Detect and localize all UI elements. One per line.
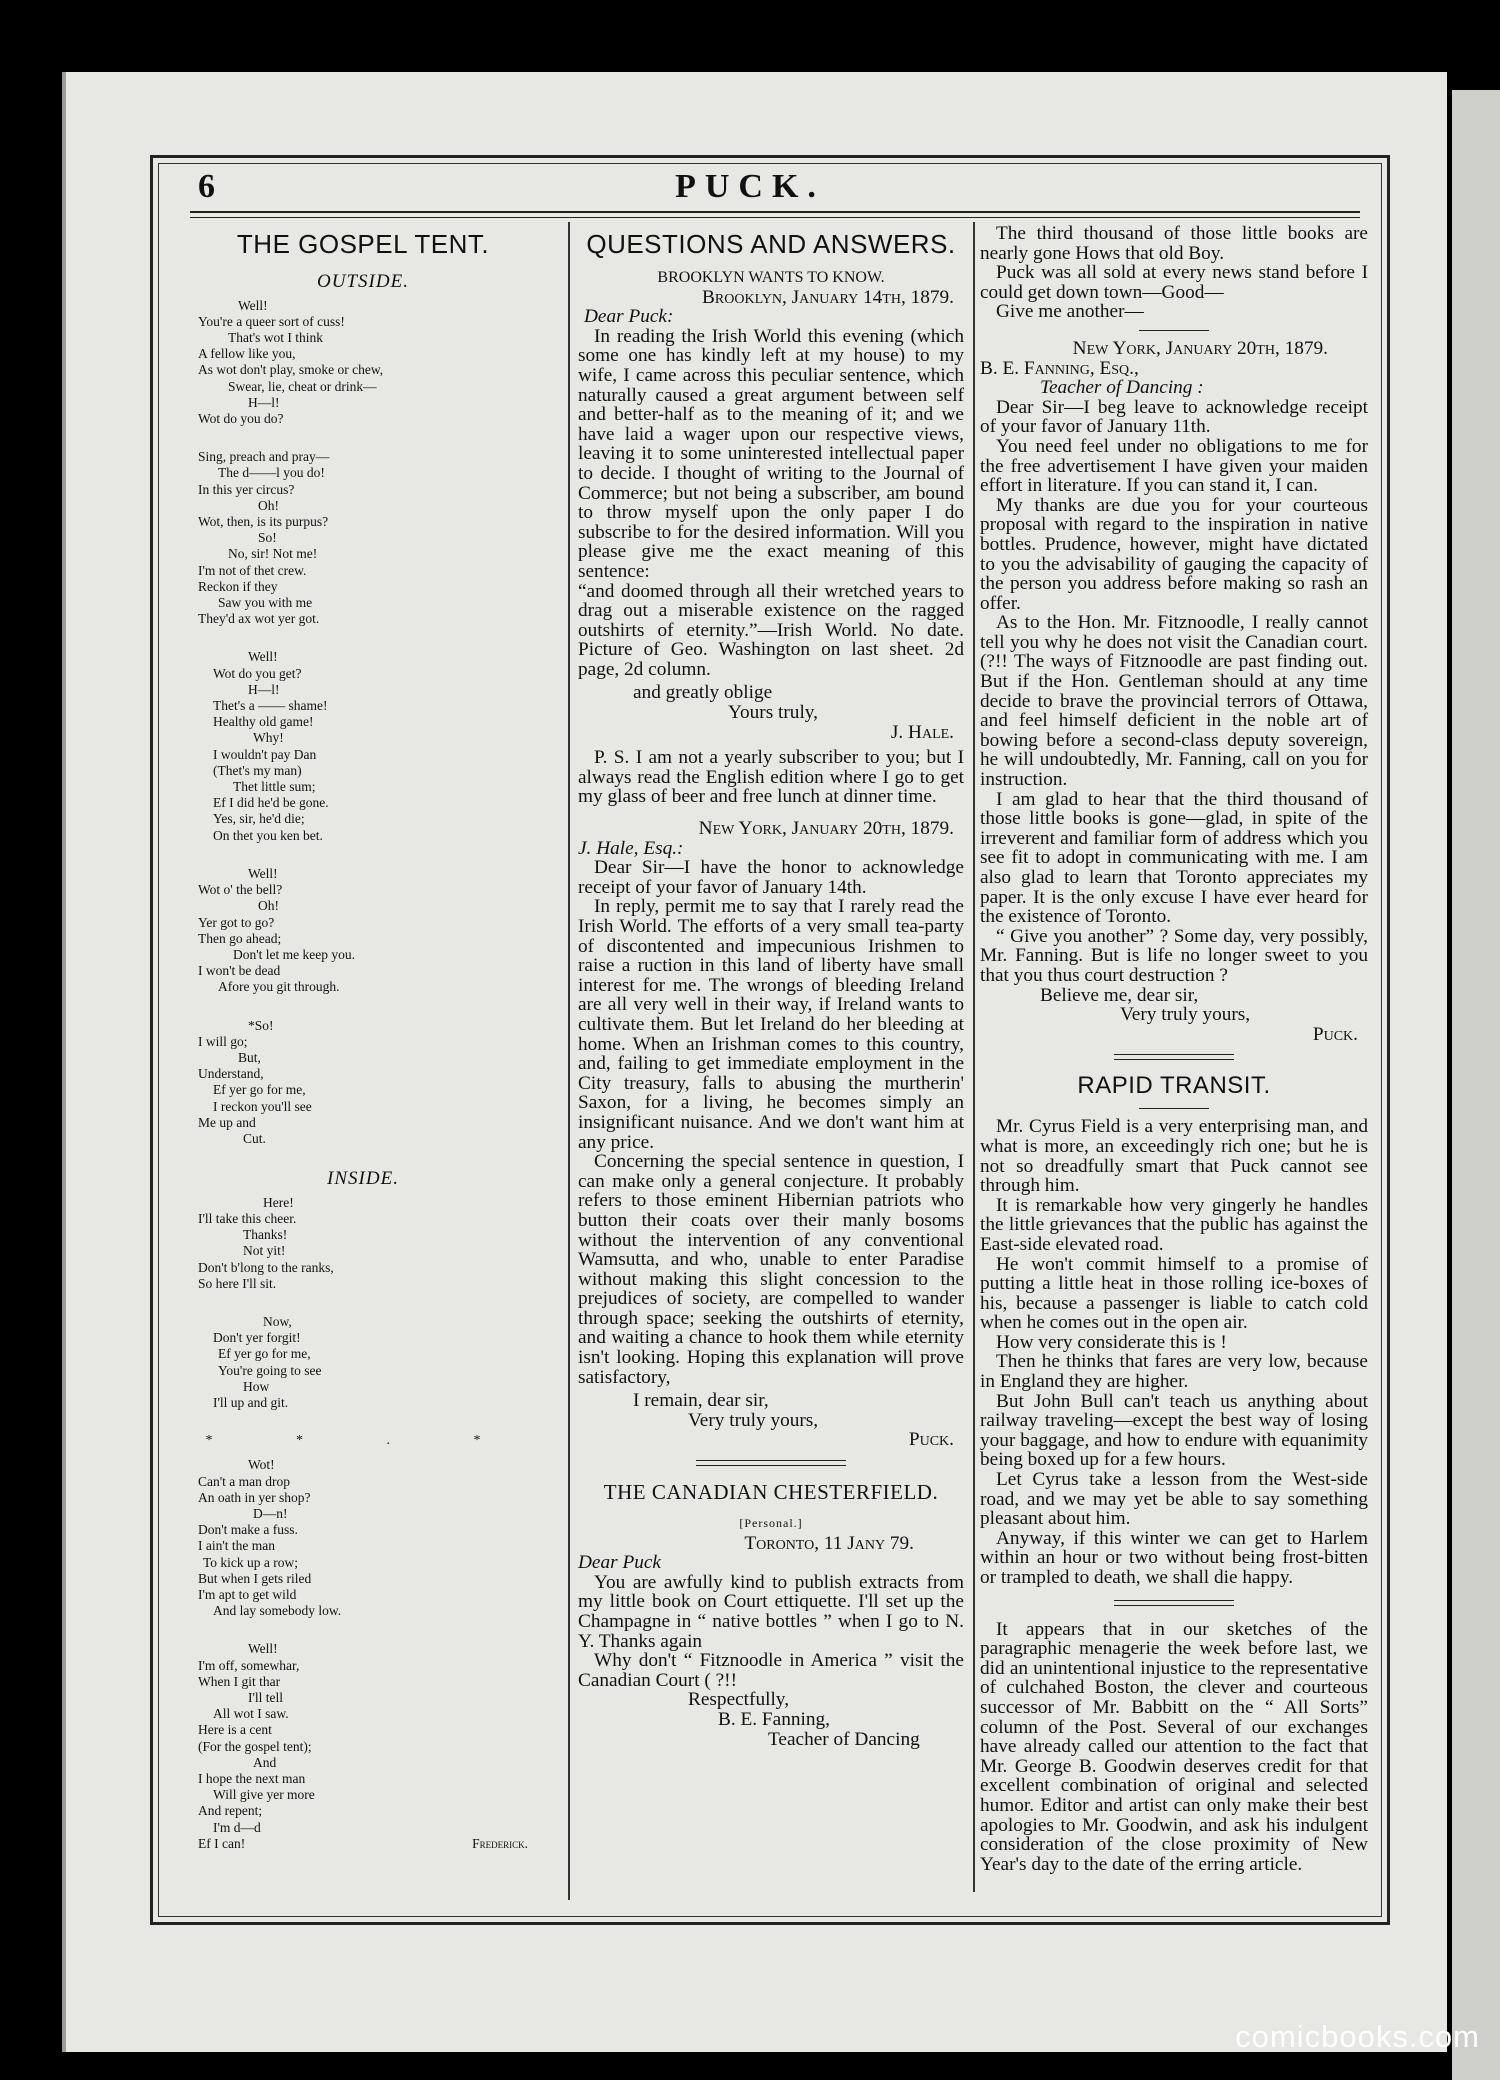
verse-line: I reckon you'll see [213, 1098, 312, 1114]
stanza [198, 1641, 528, 1835]
letter-paragraph: Puck was all sold at every news stand before I could get down town—Good— [980, 262, 1368, 303]
header-rule [190, 211, 1360, 218]
verse-line: Wot, then, is its purpus? [198, 514, 329, 530]
verse-line: But when I gets riled [198, 1570, 312, 1586]
verse-line: Not yit! [243, 1243, 286, 1259]
page-number: 6 [198, 168, 215, 205]
section-label-inside: INSIDE. [327, 1168, 399, 1190]
reply-yours: Very truly yours, [688, 1409, 819, 1431]
stanza [198, 649, 528, 843]
column-correspondence [980, 224, 1368, 1874]
verse-line: Well! [238, 297, 268, 313]
reply-paragraph: Concerning the special sentence in question, I can make only a general conjecture. It probably refers to those eminent Hibernian patriots who button their coats over their manly bosoms without the intervention of any conventional Wamsutta, and who, unable to enter Paradise without making this slight concession to the prejudices of society, are compelled to wander through space; seeking the outshirts of eternity, and waiting a chance to hook them while eternity isn't looking. Hoping this explanation will prove satisfactory, [578, 1151, 964, 1388]
section-divider [1114, 1600, 1234, 1606]
verse-line: D—n! [253, 1505, 288, 1521]
verse-line: A fellow like you, [198, 346, 296, 362]
verse-line: In this yer circus? [198, 481, 295, 497]
verse-line: Thanks! [243, 1227, 288, 1243]
verse-line: (For the gospel tent); [198, 1738, 312, 1754]
article-paragraph: But John Bull can't teach us anything about railway traveling—except the best way of losing your baggage, and how to endure with equanimity being boxed up for a few hours. [980, 1390, 1368, 1471]
verse-line: I'll take this cheer. [198, 1210, 297, 1226]
divider [1139, 330, 1209, 331]
verse-line: Wot do you get? [213, 665, 302, 681]
verse-line: Sing, preach and pray— [198, 449, 330, 465]
reply-addressee: B. E. Fanning, Esq., [980, 357, 1139, 379]
verse-line: Oh! [258, 497, 279, 513]
letter-paragraph: The third thousand of those little books are nearly gone Hows that old Boy. [980, 223, 1368, 264]
verse-line: You're going to see [218, 1362, 322, 1378]
reply-paragraph: In reply, permit me to say that I rarely read the Irish World. The efforts of a very small tea-party of discontented and impecunious Irishmen to raise a ruction in this land of liberty have small interest for me. The wrongs of bleeding Ireland are all very well in their way, if Ireland wants to cultivate them. But let Ireland do her bleeding at home. When an Irishman comes to this country, and, failing to get immediate employment in the City treasury, falls to abusing the murtherin' Saxon, for a living, he becomes simply an insignificant nuisance. And we don't want him at any price. [578, 896, 964, 1153]
verse-line: That's wot I think [228, 330, 324, 345]
verse-line: So! [258, 530, 277, 546]
verse-line: Why! [253, 730, 284, 746]
letter-quote: “and doomed through all their wretched years to drag out a miserable existence on the ragged outshirts of eternity.”—Irish World. No date. Picture of Geo. Washington on last sheet. 2d page, 2d column. [578, 580, 964, 680]
verse-line: Here is a cent [198, 1722, 272, 1738]
column-questions-answers [578, 224, 964, 1749]
verse-line: On thet you ken bet. [213, 827, 323, 843]
stanza [198, 449, 528, 627]
verse-line: I ain't the man [198, 1538, 276, 1554]
verse-line: Don't b'long to the ranks, [198, 1259, 334, 1275]
verse-line: I'm off, somewhar, [198, 1657, 300, 1673]
verse-line: And [253, 1754, 277, 1770]
letter-salutation: Dear Puck: [584, 306, 674, 328]
reply-paragraph: I am glad to hear that the third thousand of those little books is gone—glad, in spite of the irreverent and familiar form of address which you see fit to adopt in communicating with me. I am also glad to learn that Toronto appreciates my paper. It is the only excuse I have ever heard for the existence of Toronto. [980, 788, 1368, 928]
reply-closing: I remain, dear sir, [633, 1390, 769, 1412]
column-gospel-tent [198, 224, 528, 1852]
letter-date: Toronto, 11 Jany 79. [744, 1532, 914, 1554]
verse-line: Now, [263, 1313, 292, 1329]
verse-line: Don't make a fuss. [198, 1522, 298, 1538]
verse-line: And repent; [198, 1803, 263, 1819]
verse-line: Don't yer forgit! [213, 1330, 301, 1346]
reply-signature: Puck. [908, 1429, 954, 1451]
letter-postscript: P. S. I am not a yearly subscriber to you; but I always read the English edition where I go to get my glass of beer and free lunch at dinner time. [578, 747, 964, 808]
letter-closing: and greatly oblige [633, 682, 773, 704]
verse-line: Wot! [248, 1457, 275, 1473]
letter-signature-role: Teacher of Dancing [768, 1728, 920, 1750]
verse-line: Understand, [198, 1066, 264, 1082]
ornament-stars: * * . * [205, 1433, 521, 1449]
verse-line: I wouldn't pay Dan [213, 746, 317, 762]
verse-line: Don't let me keep you. [233, 946, 356, 962]
letter-signature: J. Hale. [890, 721, 954, 743]
verse-line: I'm not of thet crew. [198, 562, 307, 578]
section-divider [696, 1460, 846, 1466]
verse-line: All wot I saw. [213, 1706, 289, 1722]
verse-line: So here I'll sit. [198, 1275, 277, 1291]
verse-line: Wot do you do? [198, 411, 284, 427]
article-paragraph: How very considerate this is ! [996, 1331, 1227, 1353]
divider [1139, 1108, 1209, 1109]
column-rule-2 [973, 222, 975, 1892]
verse-line: Me up and [198, 1114, 256, 1130]
article-paragraph: Let Cyrus take a lesson from the West-side road, and we may yet be able to say something pleasant about him. [980, 1469, 1368, 1530]
verse-line: Yes, sir, he'd die; [213, 811, 305, 827]
verse-line: (Thet's my man) [213, 762, 302, 778]
verse-line: Can't a man drop [198, 1473, 291, 1489]
poem-signature-line [198, 1836, 528, 1852]
poem-verse [198, 1195, 528, 1852]
stanza [198, 1457, 528, 1619]
author-signature: Frederick. [472, 1835, 528, 1851]
erratum-paragraph: It appears that in our sketches of the paragraphic menagerie the week before last, we did an unintentional injustice to the representative of culchahed Boston, the clever and courteous successor of Mr. Babbitt on the “ All Sorts” column of the Post. Several of our exchanges have already called our attention to the fact that Mr. George B. Goodwin deserves credit for that excellent combination of original and selected humor. Editor and artist can only make their best apologies to Mr. Goodwin, and ask his indulgent consideration of the close proximity of New Year's day to the date of the erring article. [980, 1618, 1368, 1875]
reply-salutation: J. Hale, Esq.: [578, 837, 684, 859]
verse-line: I'll up and git. [213, 1394, 289, 1410]
verse-line: H—l! [248, 394, 280, 410]
letter-closing: Respectfully, [688, 1689, 790, 1711]
letter-paragraph: In reading the Irish World this evening (which some one has kindly left at my house) to my wife, I came across this peculiar sentence, which naturally caused a great argument between self and better-half as to the meaning of it; and we have laid a wager upon our respective views, leaving it to some uninterested intellectual paper to decide. I thought of writing to the Journal of Commerce; but not being a subscriber, am bound to throw myself upon the only paper I do subscribe to for the desired information. Will you please give me the exact meaning of this sentence: [578, 325, 964, 582]
letter-heading: BROOKLYN WANTS TO KNOW. [657, 269, 885, 286]
reply-paragraph: Dear Sir—I beg leave to acknowledge receipt of your favor of January 11th. [980, 396, 1368, 438]
letter-paragraph: Why don't “ Fitznoodle in America ” visit the Canadian Court ( ?!! [578, 1650, 964, 1691]
article-paragraph: He won't commit himself to a promise of putting a little heat in those rolling ice-boxes of his, because a passenger is liable to catch cold when he comes out in the open air. [980, 1253, 1368, 1334]
letter-salutation: Dear Puck [578, 1552, 661, 1574]
verse-line: To kick up a row; [203, 1554, 299, 1570]
article-paragraph: Anyway, if this winter we can get to Harlem within an hour or two without being frost-bitten or trampled to death, we shall die happy. [980, 1527, 1368, 1588]
section-title: THE CANADIAN CHESTERFIELD. [603, 1480, 939, 1505]
verse-line: Thet's a —— shame! [213, 698, 328, 714]
verse-line: But, [238, 1049, 261, 1065]
verse-line: *So! [248, 1017, 274, 1033]
verse-line: I will go; [198, 1033, 248, 1049]
verse-line: Ef yer go for me, [218, 1346, 311, 1362]
verse-line: I hope the next man [198, 1771, 306, 1787]
verse-line: Well! [248, 1641, 278, 1657]
reply-paragraph: My thanks are due you for your courteous proposal with regard to the inspiration in native bottles. Prudence, however, might have dictated to you the advisability of gauging the capacity of the person you address before making so rash an offer. [980, 494, 1368, 614]
poem-last-line: Ef I can! [198, 1835, 246, 1851]
poem-title: THE GOSPEL TENT. [236, 229, 490, 259]
verse-line: You're a queer sort of cuss! [198, 313, 345, 329]
verse-line: I'm d—d [213, 1819, 261, 1835]
verse-line: When I git thar [198, 1673, 281, 1689]
verse-line: An oath in yer shop? [198, 1489, 311, 1505]
reply-paragraph: As to the Hon. Mr. Fitznoodle, I really cannot tell you why he does not visit the Canadian court. (?!! The ways of Fitznoodle are past finding out. But if the Hon. Gentleman should at any time decide to brave the provincial terrors of Ottawa, and feel himself deficient in the noble art of bowing before a second-class deputy sovereign, he will undoubtedly, Mr. Fanning, call on you for instruction. [980, 612, 1368, 791]
verse-line: I'm apt to get wild [198, 1587, 297, 1602]
article-paragraph: It is remarkable how very gingerly he handles the little grievances that the public has against the East-side elevated road. [980, 1194, 1368, 1255]
letter-date: Brooklyn, January 14th, 1879. [702, 286, 954, 308]
verse-line: Here! [263, 1194, 294, 1210]
stanza [198, 298, 528, 428]
verse-line: Well! [248, 649, 278, 665]
article-paragraph: Mr. Cyrus Field is a very enterprising man, and what is more, an exceedingly rich one; but he is not so dreadfully smart that Puck cannot see through him. [980, 1116, 1368, 1197]
verse-line: Healthy old game! [213, 714, 314, 730]
verse-line: The d——l you do! [218, 465, 325, 481]
reply-closing: Believe me, dear sir, [1040, 984, 1199, 1006]
masthead-title: PUCK. [675, 168, 825, 205]
next-page-edge [1452, 90, 1500, 2080]
verse-line: Reckon if they [198, 578, 278, 594]
verse-line: Swear, lie, cheat or drink— [228, 378, 377, 394]
section-divider [1114, 1054, 1234, 1060]
reply-date: New York, January 20th, 1879. [1072, 337, 1328, 359]
letter-paragraph: Give me another— [996, 301, 1144, 323]
stanza [198, 1195, 528, 1292]
letter-paragraph: You are awfully kind to publish extracts from my little book on Court ettiquette. I'll set up the Champagne in “ native bottles ” when I go to N. Y. Thanks again [578, 1571, 964, 1652]
personal-tag: [Personal.] [739, 1516, 803, 1531]
verse-line: Thet little sum; [233, 779, 316, 795]
verse-line: Afore you git through. [218, 979, 340, 995]
poem-verse [198, 298, 528, 1148]
column-rule-1 [568, 222, 570, 1900]
verse-line: Will give yer more [213, 1787, 315, 1803]
verse-line: Wot o' the bell? [198, 882, 283, 898]
reply-signature: Puck. [1312, 1023, 1358, 1045]
verse-line: Well! [248, 865, 278, 881]
section-title: QUESTIONS AND ANSWERS. [586, 229, 956, 259]
letter-yours: Yours truly, [728, 702, 819, 724]
verse-line: Then go ahead; [198, 930, 282, 946]
verse-line: Saw you with me [218, 595, 313, 611]
reply-yours: Very truly yours, [1120, 1004, 1251, 1026]
verse-line: H—l! [248, 681, 280, 697]
verse-line: Ef yer go for me, [213, 1082, 306, 1098]
reply-date: New York, January 20th, 1879. [698, 818, 954, 840]
reply-paragraph: “ Give you another” ? Some day, very possibly, Mr. Fanning. But is life no longer sweet to you that you thus court destruction ? [980, 925, 1368, 986]
verse-line: Cut. [243, 1130, 266, 1146]
verse-line: Ef I did he'd be gone. [213, 795, 329, 811]
verse-line: And lay somebody low. [213, 1603, 342, 1619]
section-title: RAPID TRANSIT. [1077, 1072, 1271, 1100]
verse-line: I'll tell [248, 1690, 284, 1706]
verse-line: Oh! [258, 898, 279, 914]
watermark: comicbooks.com [1235, 2019, 1480, 2054]
verse-line: No, sir! Not me! [228, 546, 318, 562]
stanza [198, 866, 528, 996]
reply-addressee-role: Teacher of Dancing : [1040, 377, 1204, 399]
verse-line: They'd ax wot yer got. [198, 611, 320, 627]
section-label-outside: OUTSIDE. [317, 271, 409, 292]
stanza [198, 1314, 528, 1411]
reply-paragraph: You need feel under no obligations to me for the free advertisement I have given your maiden effort in literature. If you can stand it, I can. [980, 435, 1368, 497]
article-paragraph: Then he thinks that fares are very low, because in England they are higher. [980, 1351, 1368, 1393]
reply-paragraph: Dear Sir—I have the honor to acknowledge receipt of your favor of January 14th. [578, 857, 964, 898]
stanza [198, 1018, 528, 1148]
verse-line: I won't be dead [198, 963, 281, 979]
verse-line: As wot don't play, smoke or chew, [198, 362, 384, 378]
verse-line: Yer got to go? [198, 914, 275, 930]
letter-signature: B. E. Fanning, [718, 1708, 830, 1730]
verse-line: How [243, 1378, 270, 1394]
